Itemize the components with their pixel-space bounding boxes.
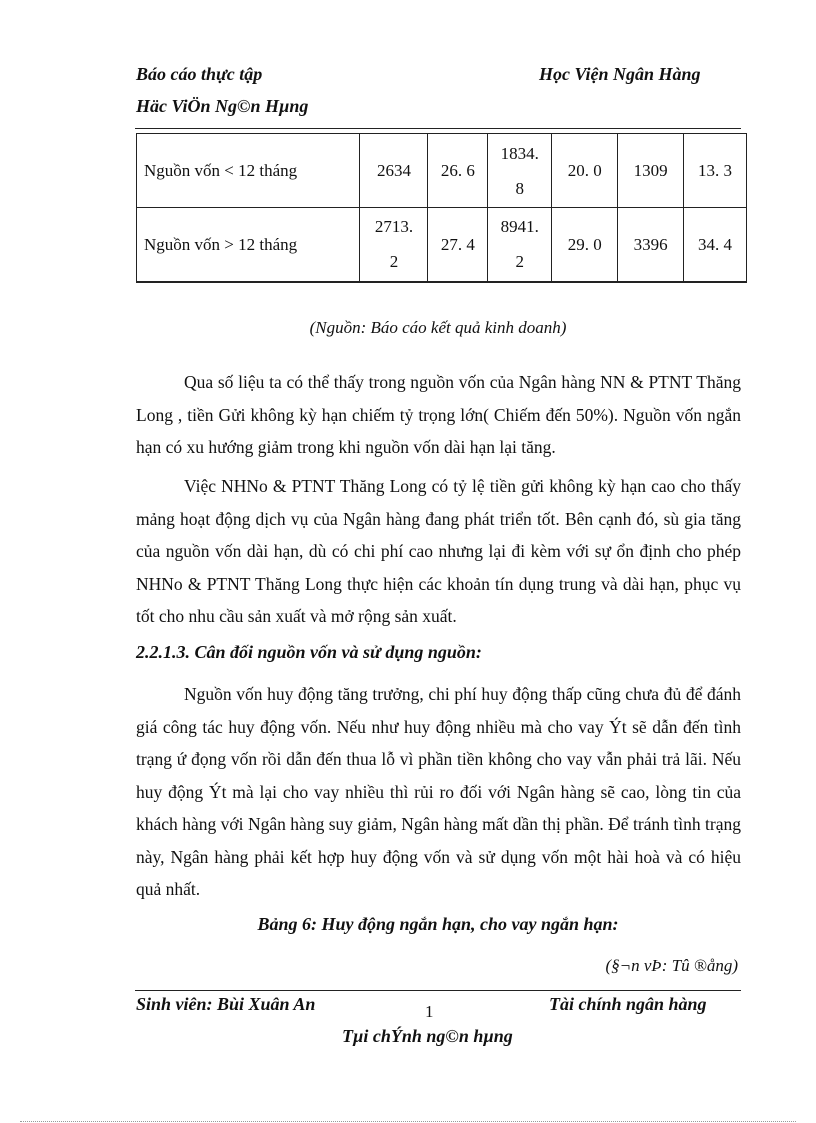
- table-caption: Bảng 6: Huy động ngắn hạn, cho vay ngắn hạn:: [257, 914, 619, 934]
- header-institution-garbled: Häc ViÖn Ng©n Hµng: [136, 96, 309, 116]
- table-cell: 34. 4: [684, 208, 747, 282]
- table-cell: 13. 3: [684, 134, 747, 208]
- footer-student: Sinh viên: Bùi Xuân An: [136, 994, 316, 1014]
- table-cell: 1309: [618, 134, 684, 208]
- table-cell: 29. 0: [552, 208, 618, 282]
- paragraph-3: Nguồn vốn huy động tăng trưởng, chi phí huy động thấp cũng chưa đủ để đánh giá công tác huy động vốn. Nếu như huy động nhiều mà cho vay Ýt sẽ dẫn đến tình trạng ứ đọng vốn rồi dẫn đến thua lỗ vì phần tiền không cho vay vẫn phải trả lãi. Nếu huy động Ýt mà lại cho vay nhiều thì rủi ro đối với Ngân hàng sẽ cao, lòng tin của khách hàng với Ngân hàng suy giảm, Ngân hàng mất dần thị phần. Để tránh tình trạng này, Ngân hàng phải kết hợp huy động vốn và sử dụng vốn một hài hoà và có hiệu quả nhất.: [136, 684, 741, 899]
- page-edge-divider: [20, 1121, 796, 1122]
- page-number: 1: [425, 1002, 434, 1021]
- paragraph-1: Qua số liệu ta có thể thấy trong nguồn vốn của Ngân hàng NN & PTNT Thăng Long , tiền Gửi không kỳ hạn chiếm tỷ trọng lớn( Chiếm đến 50%). Nguồn vốn ngắn hạn có xu hướng giảm trong khi nguồn vốn dài hạn lại tăng.: [136, 372, 741, 457]
- table-cell: 8941. 2: [488, 208, 552, 282]
- table-cell: 26. 6: [428, 134, 488, 208]
- header-institution: Học Viện Ngân Hàng: [539, 64, 701, 84]
- paragraph-2: Việc NHNo & PTNT Thăng Long có tỷ lệ tiền gửi không kỳ hạn cao cho thấy mảng hoạt động dịch vụ của Ngân hàng đang phát triển tốt. Bên cạnh đó, sù gia tăng của nguồn vốn dài hạn, dù có chi phí cao nhưng lại đi kèm với sự ổn định cho phép NHNo & PTNT Thăng Long thực hiện các khoản tín dụng trung và dài hạn, phục vụ tốt cho nhu cầu sản xuất và mở rộng sản xuất.: [136, 476, 741, 626]
- table-cell: 3396: [618, 208, 684, 282]
- table-row: [137, 134, 747, 208]
- unit-note: (§¬n vÞ: Tû ®ång): [605, 956, 738, 975]
- table-cell: 2713. 2: [360, 208, 428, 282]
- header-rule: [135, 128, 741, 129]
- footer-garbled: Tµi chÝnh ng©n hµng: [342, 1026, 513, 1046]
- footer-rule: [135, 990, 741, 991]
- table-cell: 20. 0: [552, 134, 618, 208]
- header-report-title: Báo cáo thực tập: [136, 64, 263, 84]
- source-note: (Nguồn: Báo cáo kết quả kinh doanh): [309, 318, 567, 337]
- section-heading: 2.2.1.3. Cân đối nguồn vốn và sử dụng nguồn:: [136, 642, 482, 662]
- row-label: Nguồn vốn < 12 tháng: [137, 134, 360, 208]
- capital-table: [136, 133, 747, 283]
- table-cell: 1834. 8: [488, 134, 552, 208]
- row-label: Nguồn vốn > 12 tháng: [137, 208, 360, 282]
- table-cell: 27. 4: [428, 208, 488, 282]
- footer-department: Tài chính ngân hàng: [549, 994, 707, 1014]
- table-cell: 2634: [360, 134, 428, 208]
- table-row: [137, 208, 747, 282]
